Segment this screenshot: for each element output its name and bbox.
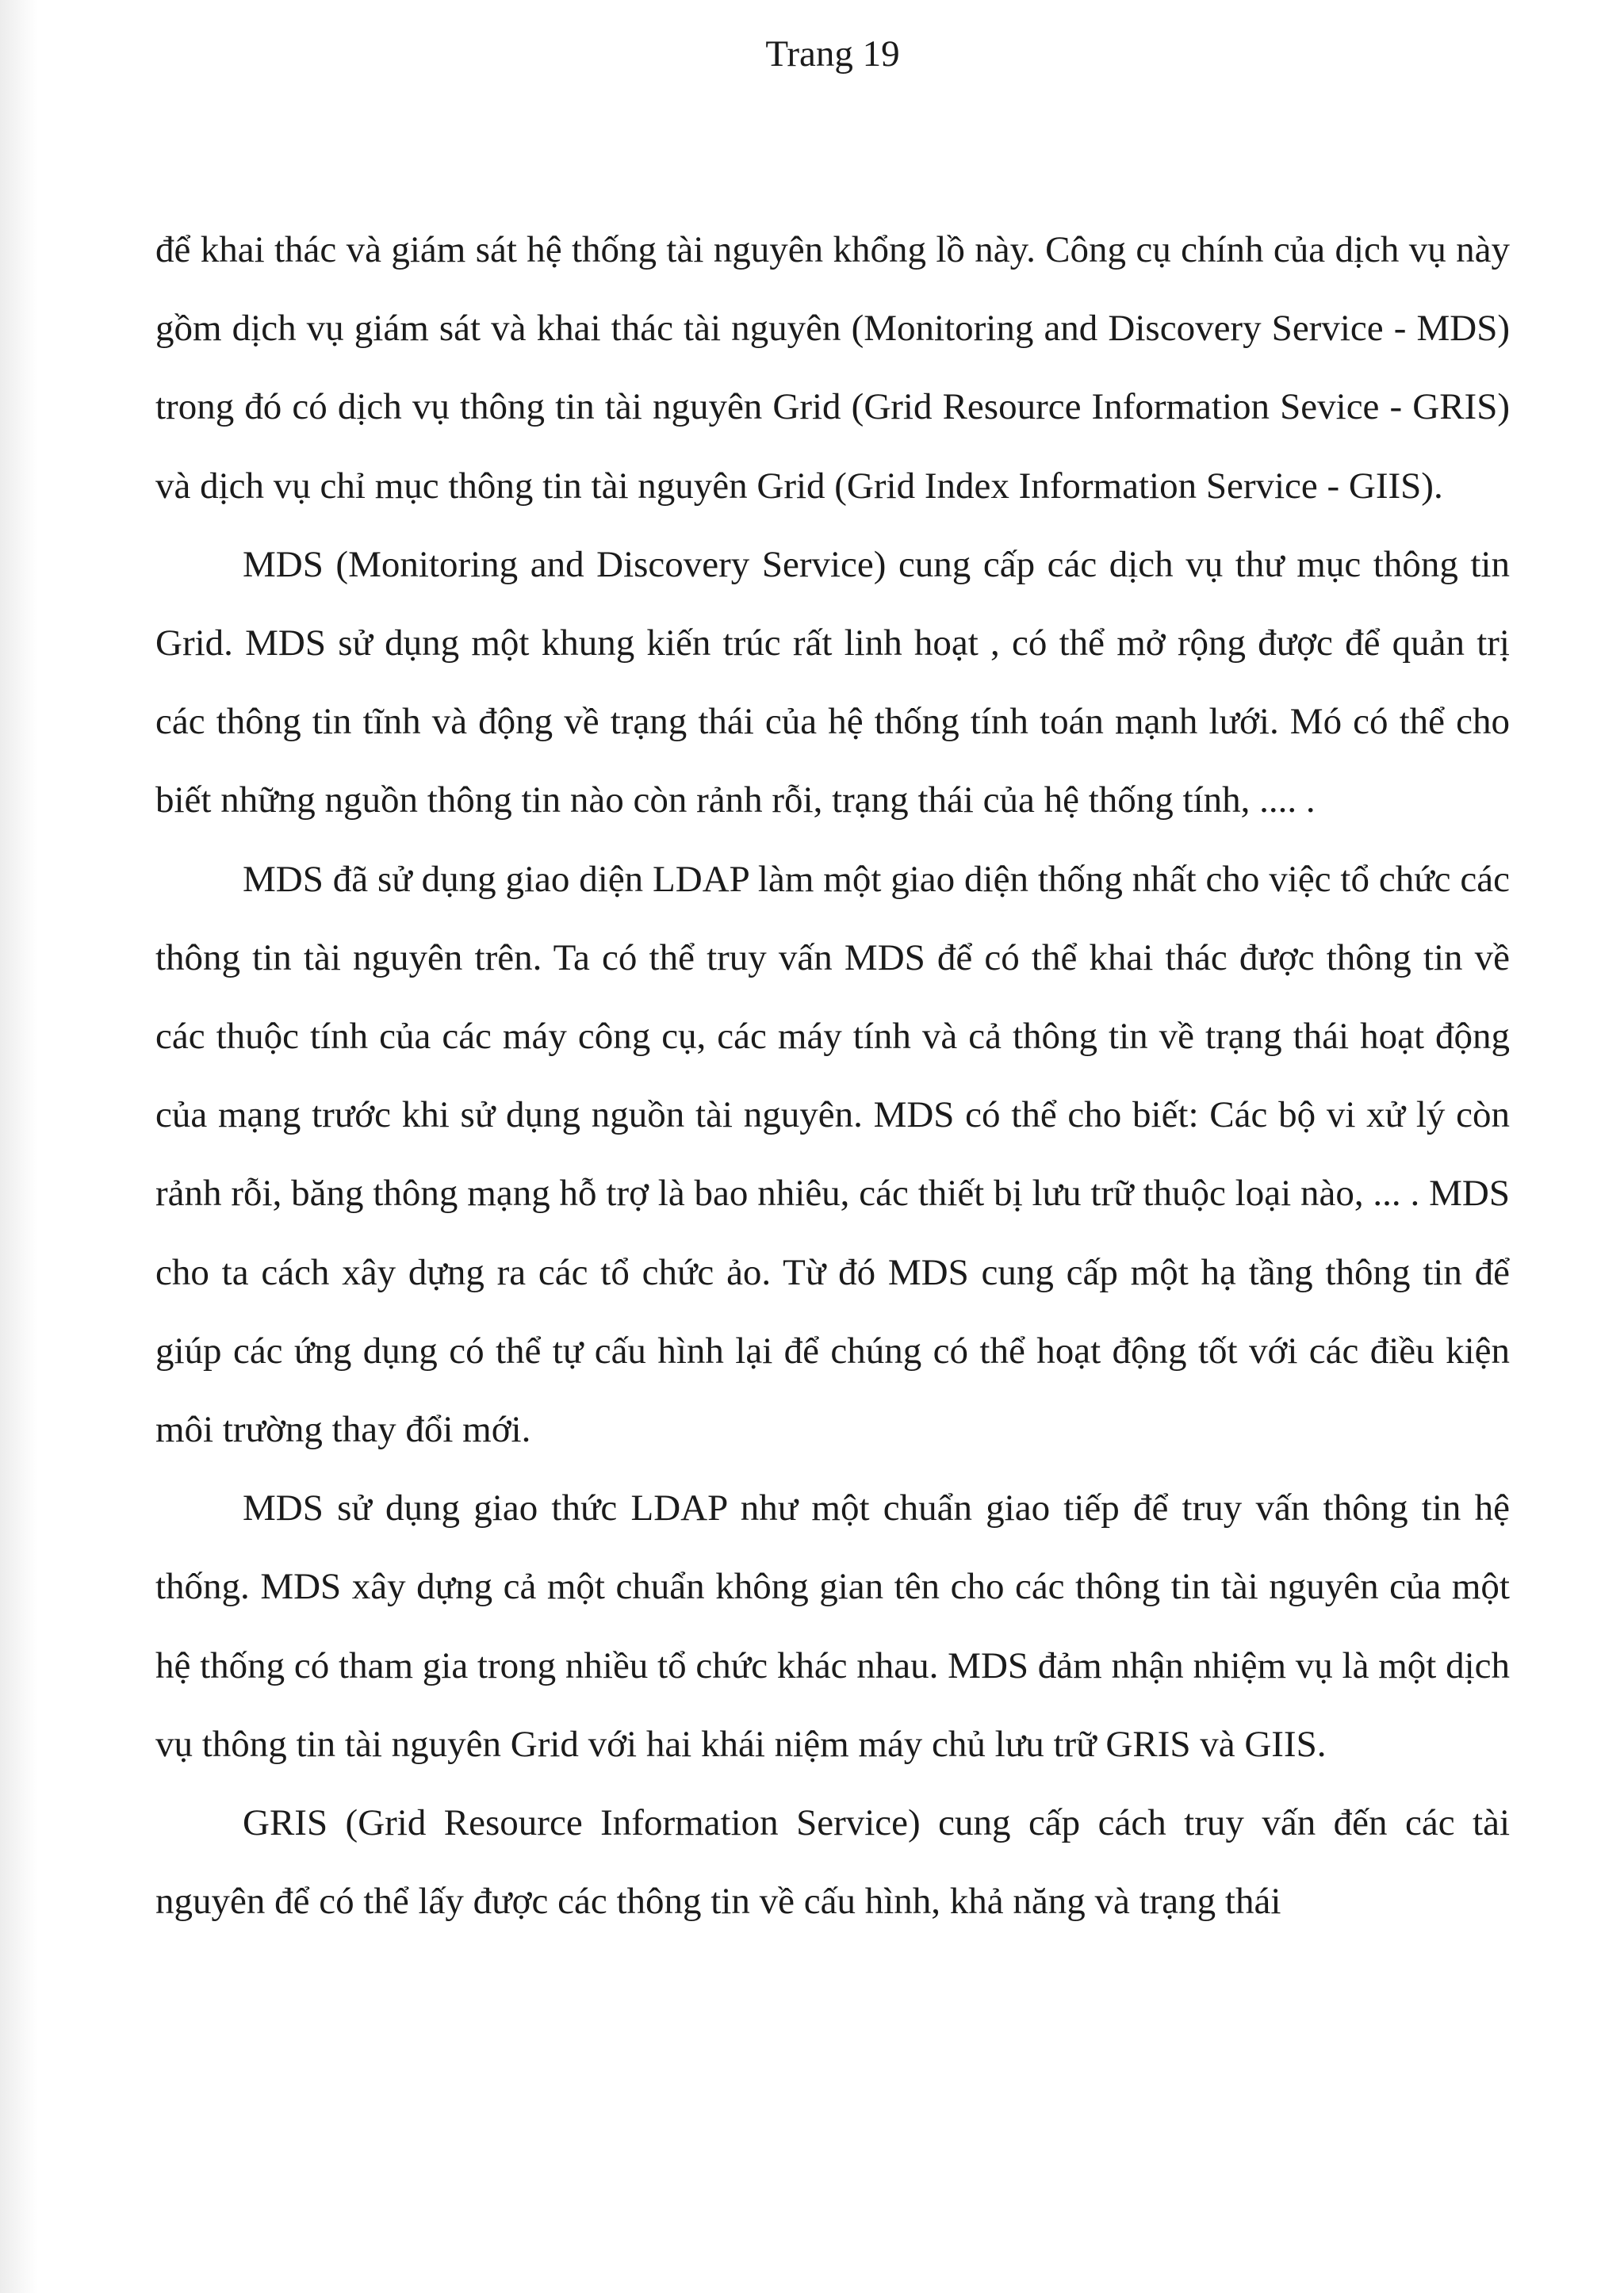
document-page <box>155 0 1510 2293</box>
page-number-header: Trang 19 <box>765 33 900 75</box>
body-text <box>155 211 1510 1941</box>
paragraph-2: MDS (Monitoring and Discovery Service) cung cấp các dịch vụ thư mục thông tin Grid. MDS sử dụng một khung kiến trúc rất linh hoạt , có thể mở rộng được để quản trị các thông tin tĩnh và động về trạng thái của hệ thống tính toán mạnh lưới. Mó có thể cho biết những nguồn thông tin nào còn rảnh rỗi, trạng thái của hệ thống tính, .... . <box>155 543 1510 821</box>
scan-edge-shadow <box>0 0 38 2293</box>
paragraph-5: GRIS (Grid Resource Information Service) cung cấp cách truy vấn đến các tài nguyên để có thể lấy được các thông tin về cấu hình, khả năng và trạng thái <box>155 1802 1510 1923</box>
paragraph-4: MDS sử dụng giao thức LDAP như một chuẩn giao tiếp để truy vấn thông tin hệ thống. MDS xây dựng cả một chuẩn không gian tên cho các thông tin tài nguyên của một hệ thống có tham gia trong nhiều tổ chức khác nhau. MDS đảm nhận nhiệm vụ là một dịch vụ thông tin tài nguyên Grid với hai khái niệm máy chủ lưu trữ GRIS và GIIS. <box>155 1487 1510 1765</box>
paragraph-3: MDS đã sử dụng giao diện LDAP làm một giao diện thống nhất cho việc tổ chức các thông tin tài nguyên trên. Ta có thể truy vấn MDS để có thể khai thác được thông tin về các thuộc tính của các máy công cụ, các máy tính và cả thông tin về trạng thái hoạt động của mạng trước khi sử dụng nguồn tài nguyên. MDS có thể cho biết: Các bộ vi xử lý còn rảnh rỗi, băng thông mạng hỗ trợ là bao nhiêu, các thiết bị lưu trữ thuộc loại nào, ... . MDS cho ta cách xây dựng ra các tổ chức ảo. Từ đó MDS cung cấp một hạ tầng thông tin để giúp các ứng dụng có thể tự cấu hình lại để chúng có thể hoạt động tốt với các điều kiện môi trường thay đổi mới. <box>155 858 1510 1451</box>
paragraph-1: để khai thác và giám sát hệ thống tài nguyên khổng lồ này. Công cụ chính của dịch vụ này gồm dịch vụ giám sát và khai thác tài nguyên (Monitoring and Discovery Service - MDS) trong đó có dịch vụ thông tin tài nguyên Grid (Grid Resource Information Sevice - GRIS) và dịch vụ chỉ mục thông tin tài nguyên Grid (Grid Index Information Service - GIIS). <box>155 229 1510 507</box>
